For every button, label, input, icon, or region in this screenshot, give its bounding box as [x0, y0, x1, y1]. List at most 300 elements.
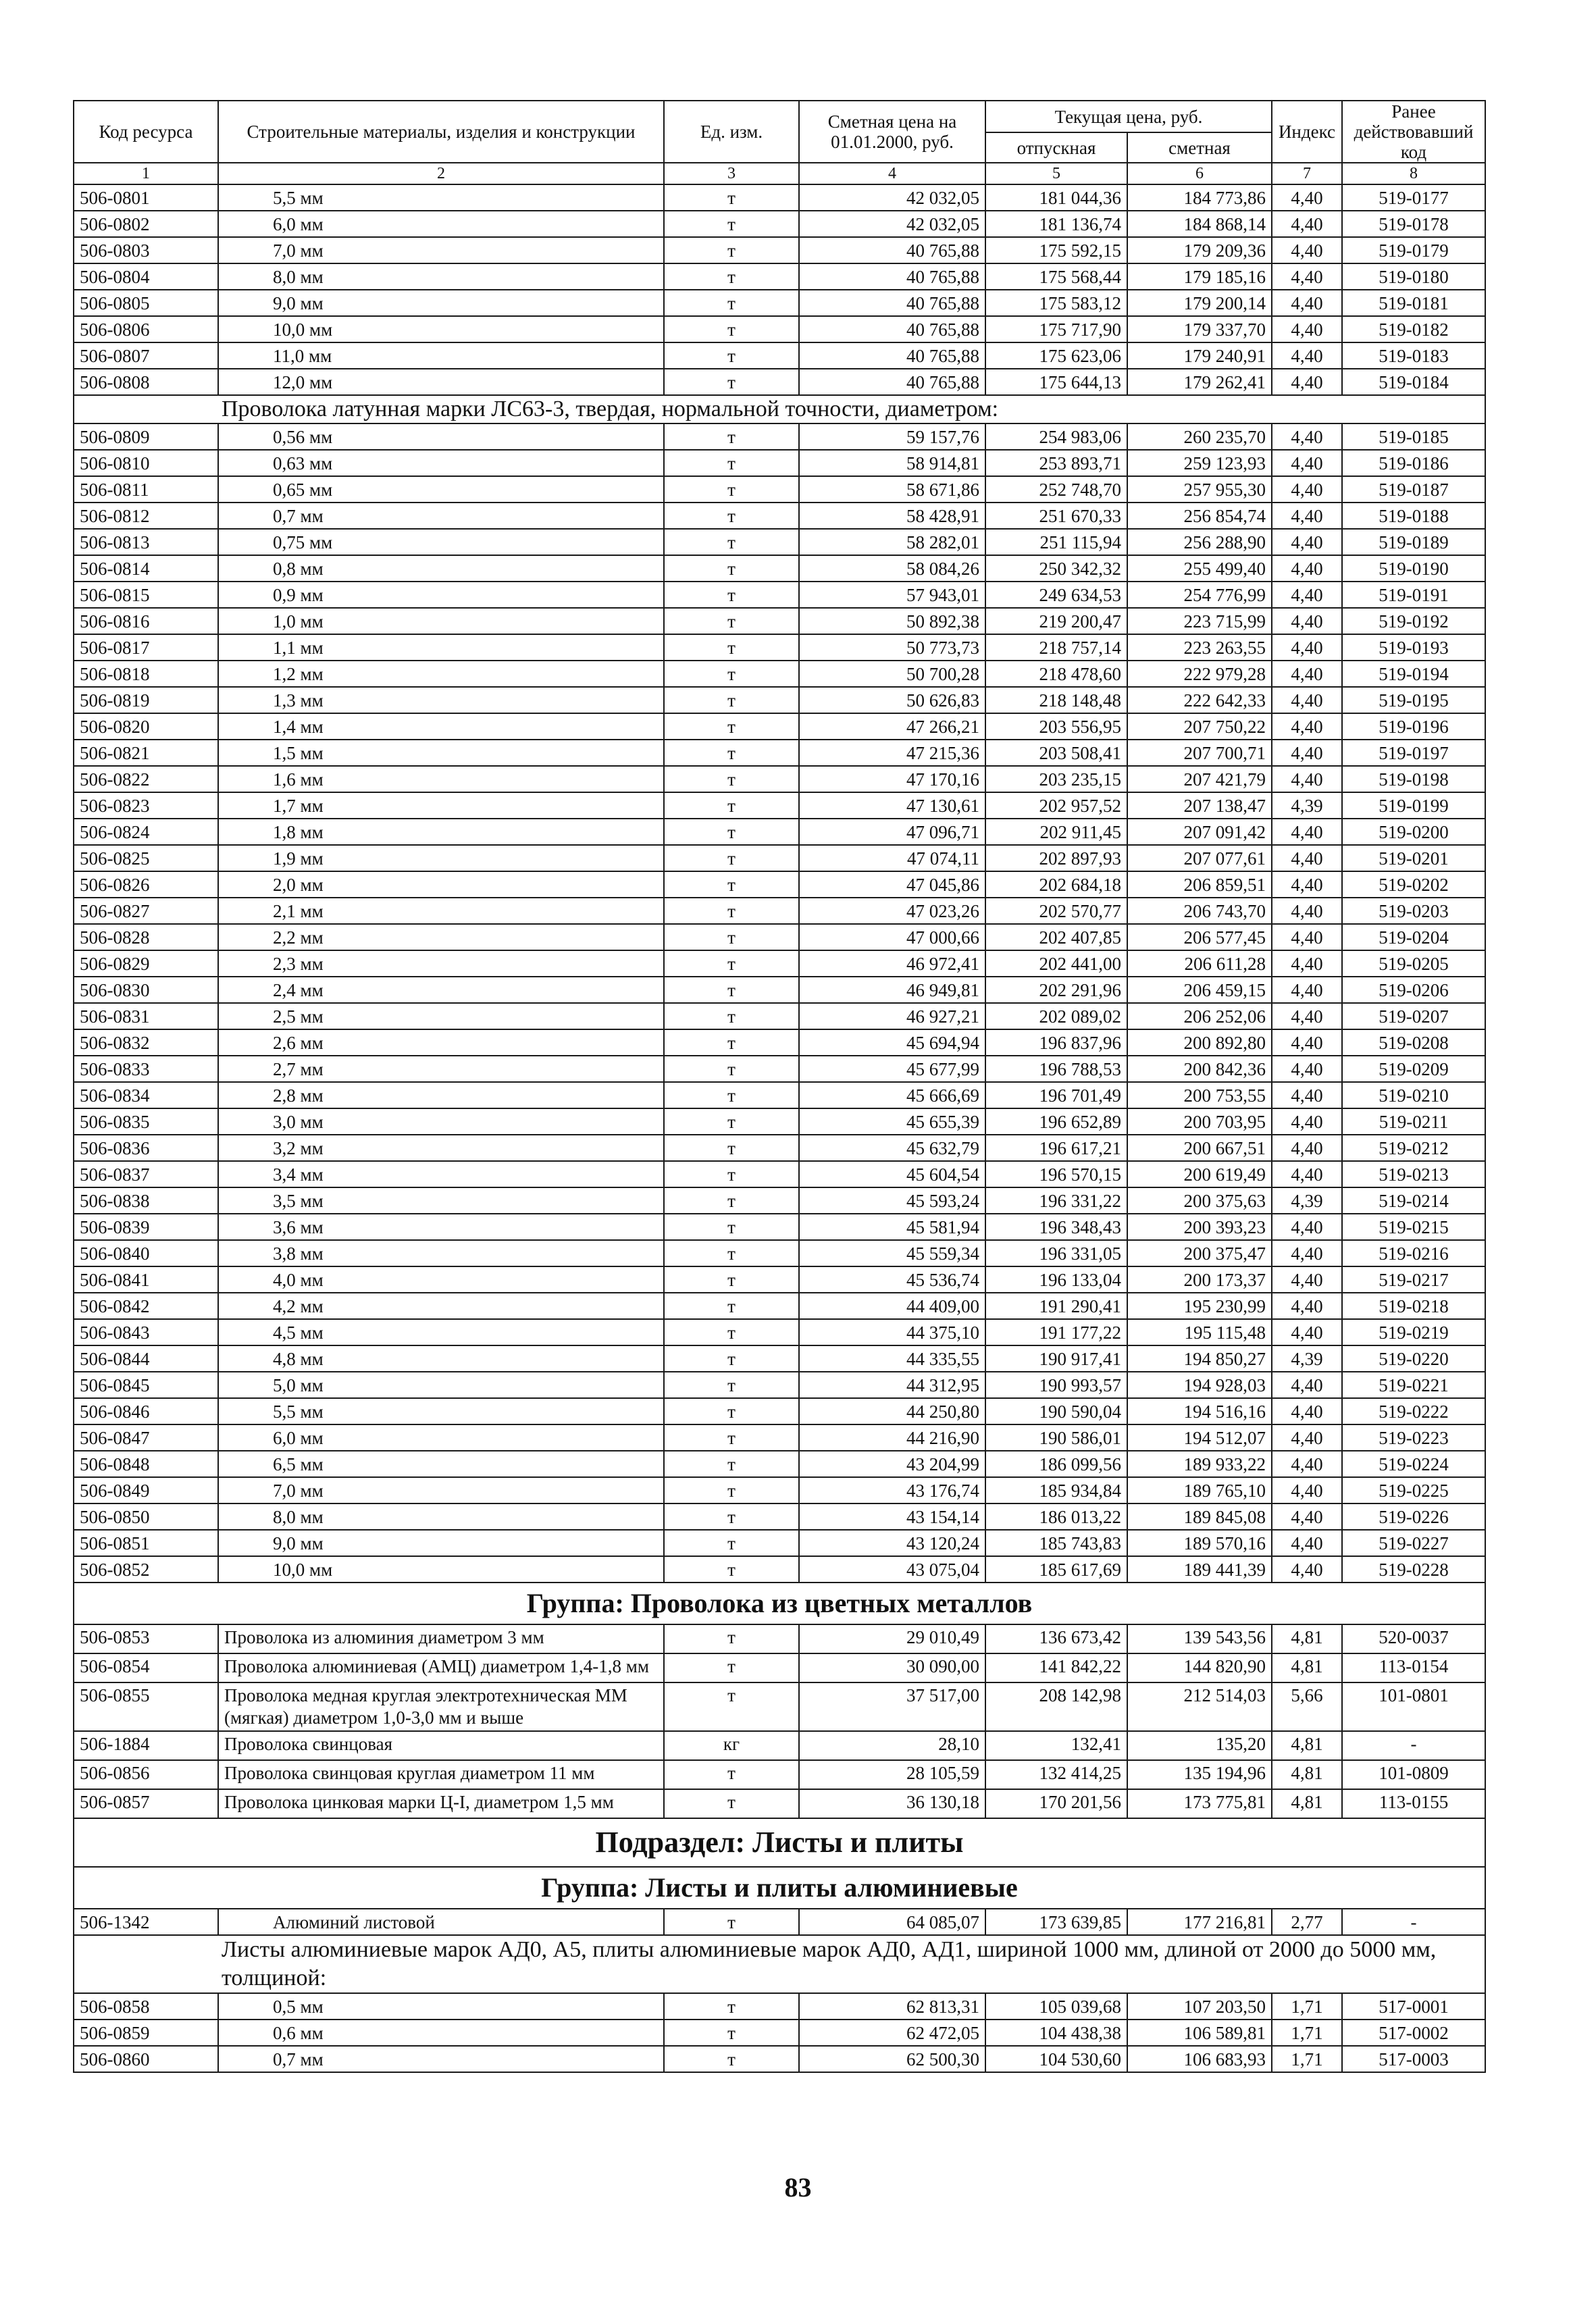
sale-price: 203 556,95: [985, 713, 1127, 740]
resource-code: 506-0851: [74, 1530, 218, 1556]
estimate-price: 46 927,21: [799, 1003, 985, 1029]
current-estimate-price: 144 820,90: [1127, 1653, 1272, 1682]
sale-price: 208 142,98: [985, 1682, 1127, 1731]
sale-price: 202 089,02: [985, 1003, 1127, 1029]
resource-code: 506-1884: [74, 1731, 218, 1760]
table-row: [74, 2046, 1485, 2072]
previous-code: 519-0210: [1342, 1082, 1485, 1108]
resource-code: 506-0840: [74, 1240, 218, 1266]
sale-price: 104 438,38: [985, 2020, 1127, 2046]
sale-price: 202 911,45: [985, 819, 1127, 845]
sale-price: 190 917,41: [985, 1345, 1127, 1372]
current-estimate-price: 206 577,45: [1127, 924, 1272, 950]
estimate-price: 59 157,76: [799, 423, 985, 450]
material-name: 0,6 мм: [218, 2020, 664, 2046]
index-value: 4,40: [1272, 1108, 1342, 1135]
index-value: 4,40: [1272, 1293, 1342, 1319]
current-estimate-price: 179 240,91: [1127, 342, 1272, 369]
unit: т: [664, 1108, 799, 1135]
column-number: 1: [74, 163, 218, 184]
unit: т: [664, 450, 799, 476]
unit: т: [664, 871, 799, 898]
index-value: 4,40: [1272, 819, 1342, 845]
current-estimate-price: 200 667,51: [1127, 1135, 1272, 1161]
resource-code: 506-0842: [74, 1293, 218, 1319]
unit: т: [664, 1029, 799, 1056]
subheading-brass-wire: Проволока латунная марки ЛС63-3, твердая, нормальной точности, диаметром:: [74, 395, 1485, 423]
index-value: 4,40: [1272, 1372, 1342, 1398]
group-heading-nonferrous: Группа: Проволока из цветных металлов: [74, 1583, 1485, 1624]
unit: т: [664, 290, 799, 316]
material-name: Алюминий листовой: [218, 1909, 664, 1935]
current-estimate-price: 194 928,03: [1127, 1372, 1272, 1398]
sale-price: 196 788,53: [985, 1056, 1127, 1082]
previous-code: 519-0226: [1342, 1503, 1485, 1530]
material-name: 3,2 мм: [218, 1135, 664, 1161]
table-row: [74, 1266, 1485, 1293]
table-row: [74, 1214, 1485, 1240]
index-value: 4,40: [1272, 977, 1342, 1003]
material-name: 2,3 мм: [218, 950, 664, 977]
material-name: 1,2 мм: [218, 661, 664, 687]
sale-price: 191 177,22: [985, 1319, 1127, 1345]
index-value: 4,40: [1272, 1398, 1342, 1424]
material-name: 8,0 мм: [218, 1503, 664, 1530]
sale-price: 202 407,85: [985, 924, 1127, 950]
table-row: [74, 977, 1485, 1003]
resource-code: 506-0831: [74, 1003, 218, 1029]
estimate-price: 36 130,18: [799, 1789, 985, 1818]
previous-code: 519-0192: [1342, 608, 1485, 634]
table-row: [74, 871, 1485, 898]
index-value: 4,40: [1272, 1556, 1342, 1583]
current-estimate-price: 206 459,15: [1127, 977, 1272, 1003]
material-name: Проволока свинцовая круглая диаметром 11 мм: [218, 1760, 664, 1789]
previous-code: 519-0197: [1342, 740, 1485, 766]
header-estimate-price: Сметная цена на 01.01.2000, руб.: [799, 101, 985, 163]
header-code: Код ресурса: [74, 101, 218, 163]
estimate-price: 47 266,21: [799, 713, 985, 740]
unit: т: [664, 1345, 799, 1372]
previous-code: 519-0200: [1342, 819, 1485, 845]
unit: т: [664, 423, 799, 450]
current-estimate-price: 189 933,22: [1127, 1451, 1272, 1477]
index-value: 4,81: [1272, 1760, 1342, 1789]
index-value: 4,81: [1272, 1653, 1342, 1682]
sale-price: 136 673,42: [985, 1624, 1127, 1653]
table-row: [74, 1293, 1485, 1319]
previous-code: 519-0186: [1342, 450, 1485, 476]
subheading-aluminum-sheets: Листы алюминиевые марок АД0, А5, плиты алюминиевые марок АД0, АД1, шириной 1000 мм, длиной от 2000 до 5000 мм, толщиной:: [74, 1935, 1485, 1993]
current-estimate-price: 256 854,74: [1127, 503, 1272, 529]
current-estimate-price: 179 209,36: [1127, 237, 1272, 263]
estimate-price: 43 075,04: [799, 1556, 985, 1583]
current-estimate-price: 106 683,93: [1127, 2046, 1272, 2072]
estimate-price: 43 176,74: [799, 1477, 985, 1503]
resource-code: 506-0822: [74, 766, 218, 792]
unit: т: [664, 766, 799, 792]
index-value: 4,40: [1272, 582, 1342, 608]
previous-code: 519-0228: [1342, 1556, 1485, 1583]
estimate-price: 45 536,74: [799, 1266, 985, 1293]
table-row: [74, 1789, 1485, 1818]
material-name: 2,4 мм: [218, 977, 664, 1003]
material-name: Проволока свинцовая: [218, 1731, 664, 1760]
unit: т: [664, 924, 799, 950]
index-value: 4,40: [1272, 369, 1342, 395]
table-row: [74, 1135, 1485, 1161]
estimate-price: 37 517,00: [799, 1682, 985, 1731]
resource-code: 506-0813: [74, 529, 218, 555]
material-name: 3,6 мм: [218, 1214, 664, 1240]
column-number: 7: [1272, 163, 1342, 184]
estimate-price: 58 282,01: [799, 529, 985, 555]
table-row: [74, 1624, 1485, 1653]
table-row: [74, 263, 1485, 290]
index-value: 4,40: [1272, 529, 1342, 555]
resource-code: 506-1342: [74, 1909, 218, 1935]
table-row: [74, 450, 1485, 476]
resource-code: 506-0846: [74, 1398, 218, 1424]
sale-price: 185 934,84: [985, 1477, 1127, 1503]
current-estimate-price: 200 619,49: [1127, 1161, 1272, 1187]
sale-price: 190 590,04: [985, 1398, 1127, 1424]
previous-code: 519-0196: [1342, 713, 1485, 740]
table-row: [74, 503, 1485, 529]
previous-code: 519-0208: [1342, 1029, 1485, 1056]
resource-code: 506-0836: [74, 1135, 218, 1161]
unit: т: [664, 1293, 799, 1319]
table-row: [74, 740, 1485, 766]
estimate-price: 40 765,88: [799, 290, 985, 316]
material-name: 5,0 мм: [218, 1372, 664, 1398]
index-value: 4,40: [1272, 290, 1342, 316]
previous-code: 519-0227: [1342, 1530, 1485, 1556]
sale-price: 190 993,57: [985, 1372, 1127, 1398]
current-estimate-price: 173 775,81: [1127, 1789, 1272, 1818]
estimate-price: 44 216,90: [799, 1424, 985, 1451]
previous-code: 519-0209: [1342, 1056, 1485, 1082]
sale-price: 191 290,41: [985, 1293, 1127, 1319]
material-name: 0,63 мм: [218, 450, 664, 476]
table-row: [74, 316, 1485, 342]
estimate-price: 40 765,88: [799, 342, 985, 369]
sale-price: 252 748,70: [985, 476, 1127, 503]
previous-code: 101-0801: [1342, 1682, 1485, 1731]
table-row: [74, 924, 1485, 950]
unit: т: [664, 369, 799, 395]
index-value: 4,40: [1272, 871, 1342, 898]
estimate-price: 28 105,59: [799, 1760, 985, 1789]
resource-code: 506-0808: [74, 369, 218, 395]
index-value: 4,39: [1272, 792, 1342, 819]
index-value: 4,40: [1272, 1135, 1342, 1161]
index-value: 4,40: [1272, 476, 1342, 503]
resource-code: 506-0819: [74, 687, 218, 713]
current-estimate-price: 135,20: [1127, 1731, 1272, 1760]
sale-price: 196 348,43: [985, 1214, 1127, 1240]
column-number: 3: [664, 163, 799, 184]
table-body: [74, 184, 1485, 2072]
previous-code: 519-0203: [1342, 898, 1485, 924]
previous-code: 519-0204: [1342, 924, 1485, 950]
material-name: 0,5 мм: [218, 1993, 664, 2020]
sale-price: 203 508,41: [985, 740, 1127, 766]
material-name: 3,5 мм: [218, 1187, 664, 1214]
estimate-price: 64 085,07: [799, 1909, 985, 1935]
resource-code: 506-0838: [74, 1187, 218, 1214]
resource-code: 506-0802: [74, 211, 218, 237]
unit: т: [664, 1451, 799, 1477]
estimate-price: 50 626,83: [799, 687, 985, 713]
index-value: 4,40: [1272, 555, 1342, 582]
material-name: 1,1 мм: [218, 634, 664, 661]
current-estimate-price: 189 765,10: [1127, 1477, 1272, 1503]
estimate-price: 44 409,00: [799, 1293, 985, 1319]
table-row: [74, 950, 1485, 977]
index-value: 4,40: [1272, 1530, 1342, 1556]
index-value: 4,81: [1272, 1624, 1342, 1653]
estimate-price: 62 813,31: [799, 1993, 985, 2020]
table-row: [74, 661, 1485, 687]
table-row: [74, 1993, 1485, 2020]
material-name: 6,0 мм: [218, 1424, 664, 1451]
previous-code: 517-0003: [1342, 2046, 1485, 2072]
table-row: [74, 211, 1485, 237]
sale-price: 202 570,77: [985, 898, 1127, 924]
index-value: 4,40: [1272, 450, 1342, 476]
current-estimate-price: 255 499,40: [1127, 555, 1272, 582]
table-row: [74, 1556, 1485, 1583]
table-row: [74, 582, 1485, 608]
sale-price: 170 201,56: [985, 1789, 1127, 1818]
index-value: 4,81: [1272, 1731, 1342, 1760]
current-estimate-price: 223 263,55: [1127, 634, 1272, 661]
table-row: [74, 845, 1485, 871]
sale-price: 141 842,22: [985, 1653, 1127, 1682]
material-name: 10,0 мм: [218, 1556, 664, 1583]
current-estimate-price: 200 892,80: [1127, 1029, 1272, 1056]
index-value: 4,40: [1272, 1082, 1342, 1108]
unit: т: [664, 1993, 799, 2020]
previous-code: 519-0213: [1342, 1161, 1485, 1187]
estimate-price: 46 972,41: [799, 950, 985, 977]
estimate-price: 45 666,69: [799, 1082, 985, 1108]
sale-price: 202 957,52: [985, 792, 1127, 819]
table-row: [74, 369, 1485, 395]
column-number: 8: [1342, 163, 1485, 184]
material-name: 6,5 мм: [218, 1451, 664, 1477]
header-estimate: сметная: [1127, 132, 1272, 163]
resource-code: 506-0821: [74, 740, 218, 766]
estimate-price: 58 671,86: [799, 476, 985, 503]
estimate-price: 43 154,14: [799, 1503, 985, 1530]
current-estimate-price: 177 216,81: [1127, 1909, 1272, 1935]
unit: т: [664, 792, 799, 819]
estimate-price: 58 084,26: [799, 555, 985, 582]
index-value: 4,40: [1272, 898, 1342, 924]
resource-code: 506-0848: [74, 1451, 218, 1477]
previous-code: 519-0212: [1342, 1135, 1485, 1161]
current-estimate-price: 206 743,70: [1127, 898, 1272, 924]
current-estimate-price: 107 203,50: [1127, 1993, 1272, 2020]
material-name: 0,8 мм: [218, 555, 664, 582]
index-value: 4,40: [1272, 237, 1342, 263]
current-estimate-price: 179 262,41: [1127, 369, 1272, 395]
unit: т: [664, 184, 799, 211]
resource-code: 506-0804: [74, 263, 218, 290]
unit: т: [664, 1398, 799, 1424]
resource-code: 506-0858: [74, 1993, 218, 2020]
unit: т: [664, 608, 799, 634]
previous-code: 519-0181: [1342, 290, 1485, 316]
current-estimate-price: 222 642,33: [1127, 687, 1272, 713]
index-value: 4,40: [1272, 1214, 1342, 1240]
index-value: 4,40: [1272, 661, 1342, 687]
unit: т: [664, 2046, 799, 2072]
unit: т: [664, 1240, 799, 1266]
subsection-heading-sheets: Подраздел: Листы и плиты: [74, 1818, 1485, 1867]
resource-code: 506-0834: [74, 1082, 218, 1108]
index-value: 4,40: [1272, 1424, 1342, 1451]
current-estimate-price: 194 516,16: [1127, 1398, 1272, 1424]
resource-code: 506-0814: [74, 555, 218, 582]
column-number: 2: [218, 163, 664, 184]
sale-price: 181 136,74: [985, 211, 1127, 237]
material-name: 0,7 мм: [218, 503, 664, 529]
material-name: 1,4 мм: [218, 713, 664, 740]
estimate-price: 43 120,24: [799, 1530, 985, 1556]
unit: т: [664, 1003, 799, 1029]
sale-price: 202 684,18: [985, 871, 1127, 898]
unit: т: [664, 634, 799, 661]
group-heading-nonferrous-row: [74, 1583, 1485, 1624]
resource-code: 506-0810: [74, 450, 218, 476]
sale-price: 251 670,33: [985, 503, 1127, 529]
unit: т: [664, 263, 799, 290]
resource-code: 506-0817: [74, 634, 218, 661]
material-name: 6,0 мм: [218, 211, 664, 237]
unit: т: [664, 1187, 799, 1214]
sale-price: 196 701,49: [985, 1082, 1127, 1108]
unit: т: [664, 687, 799, 713]
unit: т: [664, 316, 799, 342]
sale-price: 218 478,60: [985, 661, 1127, 687]
previous-code: 519-0207: [1342, 1003, 1485, 1029]
previous-code: 519-0185: [1342, 423, 1485, 450]
sale-price: 202 441,00: [985, 950, 1127, 977]
current-estimate-price: 207 077,61: [1127, 845, 1272, 871]
subheading-brass-wire-row: [74, 395, 1485, 423]
index-value: 4,40: [1272, 316, 1342, 342]
table-row: [74, 1503, 1485, 1530]
sale-price: 181 044,36: [985, 184, 1127, 211]
unit: т: [664, 1653, 799, 1682]
current-estimate-price: 200 753,55: [1127, 1082, 1272, 1108]
sale-price: 202 291,96: [985, 977, 1127, 1003]
index-value: 4,40: [1272, 1266, 1342, 1293]
unit: т: [664, 1135, 799, 1161]
estimate-price: 42 032,05: [799, 211, 985, 237]
previous-code: 519-0195: [1342, 687, 1485, 713]
unit: т: [664, 713, 799, 740]
estimate-price: 40 765,88: [799, 316, 985, 342]
material-name: 1,6 мм: [218, 766, 664, 792]
table-row: [74, 1056, 1485, 1082]
estimate-price: 45 593,24: [799, 1187, 985, 1214]
table-row: [74, 1161, 1485, 1187]
material-name: 5,5 мм: [218, 184, 664, 211]
current-estimate-price: 260 235,70: [1127, 423, 1272, 450]
unit: т: [664, 1760, 799, 1789]
index-value: 4,40: [1272, 634, 1342, 661]
material-name: 0,56 мм: [218, 423, 664, 450]
unit: т: [664, 819, 799, 845]
table-row: [74, 1240, 1485, 1266]
material-name: 4,0 мм: [218, 1266, 664, 1293]
current-estimate-price: 200 173,37: [1127, 1266, 1272, 1293]
current-estimate-price: 200 375,47: [1127, 1240, 1272, 1266]
index-value: 4,40: [1272, 423, 1342, 450]
resource-code: 506-0823: [74, 792, 218, 819]
previous-code: 519-0220: [1342, 1345, 1485, 1372]
index-value: 4,40: [1272, 503, 1342, 529]
table-row: [74, 555, 1485, 582]
estimate-price: 47 096,71: [799, 819, 985, 845]
previous-code: 519-0198: [1342, 766, 1485, 792]
current-estimate-price: 179 337,70: [1127, 316, 1272, 342]
estimate-price: 58 914,81: [799, 450, 985, 476]
unit: т: [664, 1556, 799, 1583]
previous-code: -: [1342, 1909, 1485, 1935]
sale-price: 196 331,22: [985, 1187, 1127, 1214]
index-value: 4,40: [1272, 1056, 1342, 1082]
header-column-numbers: [74, 163, 1485, 184]
current-estimate-price: 195 115,48: [1127, 1319, 1272, 1345]
previous-code: 519-0178: [1342, 211, 1485, 237]
unit: т: [664, 555, 799, 582]
table-row: [74, 423, 1485, 450]
index-value: 2,77: [1272, 1909, 1342, 1935]
unit: т: [664, 740, 799, 766]
previous-code: 520-0037: [1342, 1624, 1485, 1653]
material-name: 0,9 мм: [218, 582, 664, 608]
previous-code: -: [1342, 1731, 1485, 1760]
table-row: [74, 184, 1485, 211]
unit: т: [664, 2020, 799, 2046]
current-estimate-price: 207 421,79: [1127, 766, 1272, 792]
resource-code: 506-0843: [74, 1319, 218, 1345]
unit: т: [664, 1624, 799, 1653]
sale-price: 132 414,25: [985, 1760, 1127, 1789]
sale-price: 175 623,06: [985, 342, 1127, 369]
current-estimate-price: 189 570,16: [1127, 1530, 1272, 1556]
estimate-price: 62 500,30: [799, 2046, 985, 2072]
resource-code: 506-0824: [74, 819, 218, 845]
resource-code: 506-0818: [74, 661, 218, 687]
sale-price: 175 583,12: [985, 290, 1127, 316]
table-row: [74, 1319, 1485, 1345]
subsection-heading-sheets-row: [74, 1818, 1485, 1867]
previous-code: 519-0215: [1342, 1214, 1485, 1240]
material-name: 1,0 мм: [218, 608, 664, 634]
index-value: 4,40: [1272, 263, 1342, 290]
sale-price: 175 644,13: [985, 369, 1127, 395]
column-number: 4: [799, 163, 985, 184]
index-value: 4,40: [1272, 687, 1342, 713]
header-unit: Ед. изм.: [664, 101, 799, 163]
material-name: Проволока медная круглая электротехническая ММ (мягкая) диаметром 1,0-3,0 мм и выше: [218, 1682, 664, 1731]
